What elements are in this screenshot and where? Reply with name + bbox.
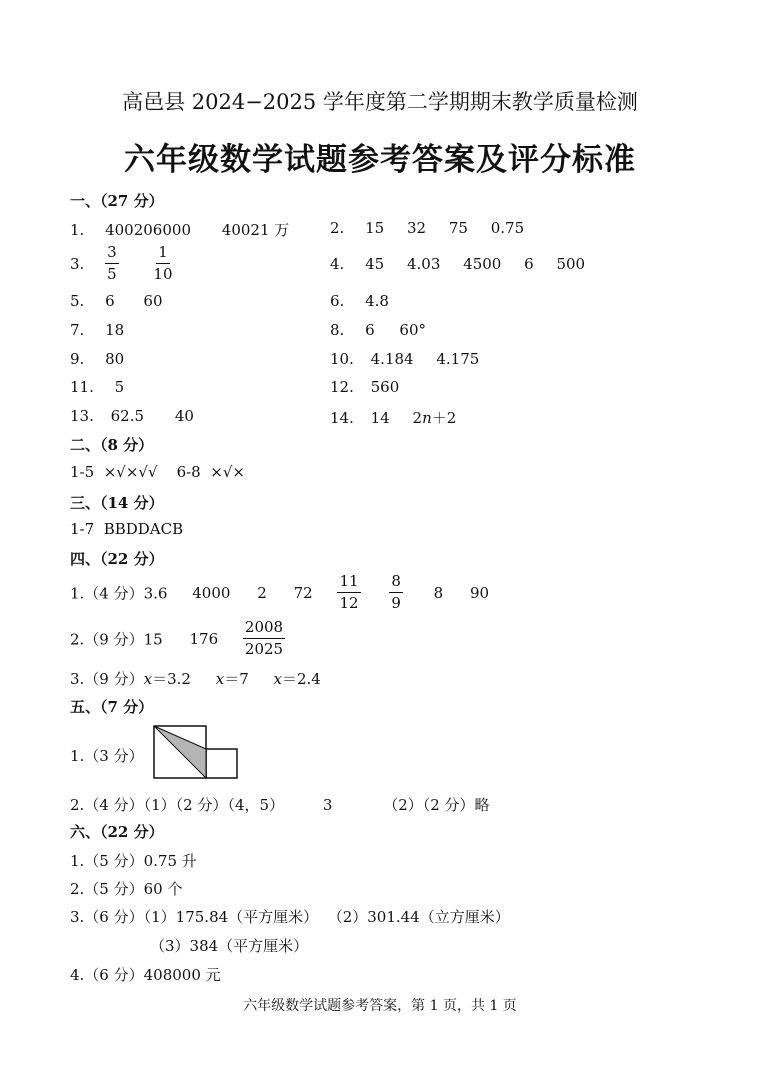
answer: 2 xyxy=(257,583,267,602)
denominator: 10 xyxy=(153,265,173,284)
answer: ＝2.4 xyxy=(282,670,321,688)
section-6-title: 六、（22 分） xyxy=(70,823,164,841)
fraction xyxy=(389,573,403,613)
answer: 5 xyxy=(114,378,125,396)
answer: 3 xyxy=(322,796,333,814)
q-number: 2. xyxy=(330,219,345,237)
page-title: 六年级数学试题参考答案及评分标准 xyxy=(124,142,636,178)
q-number: 12. xyxy=(330,378,354,396)
s6-q2: 2.（5 分）60 个 xyxy=(70,880,183,898)
s1-q7 xyxy=(70,321,124,339)
s1-q6 xyxy=(330,292,389,310)
answer: 8 xyxy=(433,583,444,602)
s1-q1 xyxy=(70,219,289,240)
s1-q8 xyxy=(330,321,426,339)
answer: 4000 xyxy=(192,583,231,602)
answer: 4.184 xyxy=(370,350,414,368)
numerator: 8 xyxy=(389,573,403,593)
q-label: 1.（4 分）3.6 xyxy=(70,584,168,603)
answer: 15 xyxy=(365,219,385,237)
s6-q3a: 3.（6 分）（1）175.84（平方厘米） （2）301.44（立方厘米） xyxy=(70,908,510,926)
s4-q2 xyxy=(70,619,289,659)
answer: ＝3.2 xyxy=(152,670,191,688)
answer: 40021 万 xyxy=(221,221,290,239)
s1-q13 xyxy=(70,407,194,425)
answer: 62.5 xyxy=(110,407,145,425)
answer: ＋2 xyxy=(431,409,457,427)
answer: 4.8 xyxy=(365,292,389,310)
answer: 4.175 xyxy=(436,350,480,368)
s1-q2 xyxy=(330,219,524,237)
s4-q3 xyxy=(70,668,321,689)
numerator: 11 xyxy=(337,573,360,593)
s1-q12 xyxy=(330,378,399,396)
answer: 4500 xyxy=(463,255,502,273)
fraction xyxy=(243,619,285,659)
q-label: 2.（9 分）15 xyxy=(70,630,163,649)
page-footer: 六年级数学试题参考答案，第 1 页，共 1 页 xyxy=(243,998,517,1014)
answer: 400206000 xyxy=(105,221,191,239)
numerator: 3 xyxy=(105,244,119,264)
variable: x xyxy=(215,670,225,688)
s1-q9 xyxy=(70,350,124,368)
small-square xyxy=(206,749,237,778)
s1-q10 xyxy=(330,350,479,368)
answer: 90 xyxy=(469,583,490,602)
section-1-title: 一、（27 分） xyxy=(70,192,164,210)
answer: 72 xyxy=(293,583,313,602)
q-number: 1. xyxy=(70,221,85,239)
numerator: 1 xyxy=(156,244,170,264)
s1-q5 xyxy=(70,292,163,310)
answer: 6 xyxy=(524,255,534,273)
section-3-title: 三、（14 分） xyxy=(70,494,164,512)
fraction xyxy=(105,244,119,284)
q-number: 13. xyxy=(70,407,94,425)
q-number: 11. xyxy=(70,378,94,396)
answer: 2.（4 分）（1）（2 分）（4，5） xyxy=(70,796,285,814)
answer: 75 xyxy=(448,219,468,237)
answer: 60° xyxy=(399,321,427,339)
s6-q4: 4.（6 分）408000 元 xyxy=(70,966,221,984)
q-number: 7. xyxy=(70,321,85,339)
numerator: 2008 xyxy=(243,619,285,639)
denominator: 5 xyxy=(107,265,117,284)
s4-q1 xyxy=(70,573,489,613)
answer: 18 xyxy=(105,321,125,339)
variable: x xyxy=(273,670,282,688)
s1-q14 xyxy=(330,407,456,428)
q-number: 10. xyxy=(330,350,354,368)
q-number: 4. xyxy=(330,255,345,273)
s1-q11 xyxy=(70,378,124,396)
q-number: 6. xyxy=(330,292,345,310)
answer: 32 xyxy=(406,219,427,237)
answer: 45 xyxy=(365,255,385,273)
answer: 4.03 xyxy=(406,255,441,273)
denominator: 12 xyxy=(339,594,359,613)
section-4-title: 四、（22 分） xyxy=(70,550,164,568)
q-number: 9. xyxy=(70,350,85,368)
answer: 40 xyxy=(174,407,194,425)
answer: 80 xyxy=(105,350,125,368)
q-number: 14. xyxy=(330,409,354,427)
shaded-triangle xyxy=(154,726,206,778)
s6-q1: 1.（5 分）0.75 升 xyxy=(70,852,197,870)
variable: x xyxy=(143,670,153,688)
s1-q4 xyxy=(330,255,585,273)
fraction xyxy=(151,244,174,284)
answer: 6 xyxy=(105,292,115,310)
s3-answers: 1-7 BBDDACB xyxy=(70,520,184,538)
answer: 6 xyxy=(365,321,375,339)
fraction xyxy=(337,573,360,613)
answer: 14 xyxy=(370,409,390,427)
q-label: 3.（9 分） xyxy=(70,670,144,688)
denominator: 9 xyxy=(391,594,401,613)
denominator: 2025 xyxy=(244,640,284,659)
s2-answers: 1-5 ×√×√√ 6-8 ×√× xyxy=(70,463,245,481)
answer: ＝7 xyxy=(224,670,249,688)
q-number: 3. xyxy=(70,254,85,273)
section-2-title: 二、（8 分） xyxy=(70,436,154,454)
answer: 176 xyxy=(189,629,219,648)
q-number: 5. xyxy=(70,292,85,310)
answer: 500 xyxy=(556,255,586,273)
q-number: 8. xyxy=(330,321,345,339)
answer: 0.75 xyxy=(490,219,525,237)
s1-q3 xyxy=(70,244,179,284)
exam-header: 高邑县 2024−2025 学年度第二学期期末教学质量检测 xyxy=(122,90,638,114)
answer: 2 xyxy=(412,409,423,427)
answer: 560 xyxy=(370,378,400,396)
answer: （2）（2 分）略 xyxy=(383,796,490,814)
section-5-title: 五、（7 分） xyxy=(70,698,154,716)
s5-q1-label: 1.（3 分） xyxy=(70,747,144,765)
geometry-figure xyxy=(153,725,241,781)
variable: n xyxy=(422,409,432,427)
s6-q3b: （3）384（平方厘米） xyxy=(150,937,309,955)
s5-q2 xyxy=(70,794,490,815)
answer: 60 xyxy=(143,292,163,310)
